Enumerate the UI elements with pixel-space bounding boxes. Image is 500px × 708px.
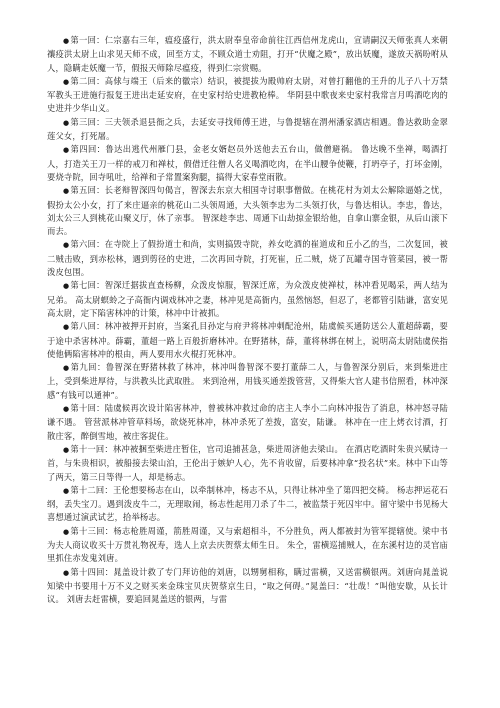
- chapter-summary-entry: [47, 34, 448, 75]
- bullet-icon: ●: [63, 241, 70, 250]
- entry-text: 第六回：在寺院上了假扮道士和尚，实则搞毁寺院，养女吃酒的崔道成和丘小乙的当，二次复回，被二贼击败，到赤松林，遇到剪径的史进，二次再回寺院，打死崔，丘二贼，烧了瓦罐寺国寺管菜园，被一帮泼皮包围。: [47, 239, 448, 278]
- entry-text: 第十四回：晁盖设计救了专门拜访他的刘唐，以甥舅相称，瞒过雷横，又送雷横银两。刘唐向晁盖说知梁中书要用十万不义之财买来金珠宝贝庆贺蔡京生日，“取之何碍。”晁盖曰：“壮哉！”叫他安歇，从长计议。 刘唐去赶雷横，要追回晁盖送的银两，与雷: [47, 566, 448, 605]
- chapter-summary-entry: [47, 75, 448, 116]
- chapter-summary-entry: [47, 361, 448, 402]
- chapter-summary-entry: [47, 116, 448, 144]
- chapter-summary-entry: [47, 402, 448, 443]
- entry-text: 第七回：智深迁据拔直查杨柳，众泼皮惊服，智深迁席，为众泼皮使禅杖，林冲看见喝采，两人结为兄弟。 高太尉螟蛉之子高衙内调戏林冲之妻，林冲见是高衙内，虽然恼怒，但忍了，老都管引陆谦，富安见高太尉，定下陷害林冲的计策，林冲中计被抓。: [47, 280, 448, 318]
- chapter-summary-entry: [47, 566, 448, 607]
- entry-text: 第十三回：杨志枪胜周谨，箭胜周谨，又与索超相斗，不分胜负，两人都被封为管军提辖使。梁中书为夫人商议收买十万贯礼物祝寿，选人上京去庆贺蔡太师生日。 朱仝，雷横巡捕贼人，在东溪村边的灵官庙里抓住赤发鬼刘唐。: [47, 525, 448, 564]
- entry-text: 第十一回：林冲被捆至柴进庄暂住，官司追捕甚急，柴进周济他去梁山。 在酒店吃酒时朱贵兴赋诗一首，与朱贵相识，被船接去梁山泊，王伦出于嫉妒人心，先不肯收留，后要林冲拿“投名状”来。林中下山等了两天，第三日等得一人，却是杨志。: [47, 443, 448, 482]
- chapter-summary-entry: [47, 279, 448, 320]
- bullet-icon: ●: [63, 323, 70, 332]
- entry-text: 第十二回：王伦想要杨志在山，以牵制林冲，杨志不从，只得让林冲坐了第四把交椅。 杨志押运花石纲，丢失宝刀。遇到泼皮牛二，无理取闹，杨志性起用刀杀了牛二，被监禁于死囚牢中。留守梁中书见杨大喜想通过演武试艺，拾举杨志。: [47, 484, 448, 523]
- bullet-icon: ●: [63, 187, 70, 196]
- entry-text: 第二回：高俅与端王（后来的徽宗）结识，被提拔为殿帅府太尉，对曾打翻他的王升的儿子八十万禁军教头王进施行报复王进出走延安府，在史家村给史进教枪棒。 华阴县中歌夜来史家村我常言月鸣酒吃肉的史进并少华山义。: [47, 75, 448, 114]
- chapter-summary-entry: [47, 238, 448, 279]
- entry-text: 第十回：陆虞候再次设计陷害林冲，曾被林冲救过命的店主人李小二向林冲报告了消息，林冲怒寻陆谦不遇。 管营派林冲管草料场，欲烧死林冲，林冲杀死了差拨，富安，陆谦。 林冲在一庄上烤衣讨酒，打散庄客，醉倒雪地，被庄客捉住。: [47, 403, 448, 441]
- chapter-summary-entry: [47, 143, 448, 184]
- chapter-summary-entry: [47, 320, 448, 361]
- chapter-summary-entry: [47, 443, 448, 484]
- bullet-icon: ●: [63, 282, 70, 291]
- entry-text: 第九回：鲁智深在野猪林救了林冲，林冲叫鲁智深不要打董薛二人，与鲁智深分别后，来到柴进庄上，受到柴进厚待，与洪教头比武取胜。 来到沧州，用钱买通差拨管营，又得柴大官人建书信照看，林冲深感“有钱可以通神”。: [47, 362, 448, 400]
- chapter-summary-list: [47, 34, 448, 606]
- chapter-summary-entry: [47, 484, 448, 525]
- bullet-icon: ●: [63, 527, 70, 536]
- entry-text: 第三回：三夫领杀退县衙之兵，去延安寻找师傅王进，与鲁提辖在渭州潘家酒店相遇。鲁达救助金翠莲父女，打死屠。: [47, 116, 448, 142]
- bullet-icon: ●: [63, 568, 70, 577]
- bullet-icon: ●: [63, 486, 70, 495]
- bullet-icon: ●: [63, 146, 70, 155]
- entry-text: 第一回：仁宗嘉右三年，瘟疫盛行，洪太尉奉皇帝命前往江西信州龙虎山，宣请嗣汉天师张真人来朝禳疫洪太尉上山求见天师不成，回至方丈，不顾众道士劝阻，打开“伏魔之殿”，放出妖魔，遂放天祸吩咐从人，隐瞒走妖魔一节，假报天师除尽瘟疫，得到仁宗赏赐。: [47, 35, 448, 73]
- bullet-icon: ●: [63, 364, 70, 373]
- entry-text: 第五回：长老辩智深四句偈言，智深去东京大相国寺讨职事僧做。在桃花村为刘太公解除逼婚之忧，假扮太公小女，打了来庄逼亲的桃花山二头领周通，大头领李忠为二头领打伙，与鲁达相认。李忠，鲁达，刘太公三人到桃花山聚义厅，休了亲事。 智深趁李忠、周通下山劫掠金银给他，自拿山寨金银，从后山滚下而去。: [47, 185, 448, 237]
- chapter-summary-entry: [47, 184, 448, 238]
- bullet-icon: ●: [63, 37, 70, 45]
- bullet-icon: ●: [63, 405, 70, 414]
- bullet-icon: ●: [63, 77, 70, 86]
- entry-text: 第四回：鲁达出逃代州雁门县，金老女婿赵员外送他去五台山，做僧避祸。 鲁达晚不坐禅，喝酒打人，打造关王刀一样的戒刀和禅杖，假借迁往僧人名义喝酒吃肉，在半山腰争使鞭，打坍亭子，打坏金刚，要烧寺院，回寺吼吐，给禅和子常置案狗腿，搞得大家春堂雨散。: [47, 144, 448, 182]
- entry-text: 第八回：林冲被押开封府，当案孔目孙定与府尹将林冲刺配沧州，陆虞候买通防送公人董超薛霸，要于途中杀害林冲。薛霸，董超一路上百般折磨林冲。在野猪林，薛，董将林绑在树上，说明高太尉陆虞侯指使他俩陷害林冲的根由，两人要用水火棍打死林冲。: [47, 321, 448, 359]
- chapter-summary-entry: [47, 525, 448, 566]
- bullet-icon: ●: [63, 118, 70, 127]
- bullet-icon: ●: [63, 445, 70, 454]
